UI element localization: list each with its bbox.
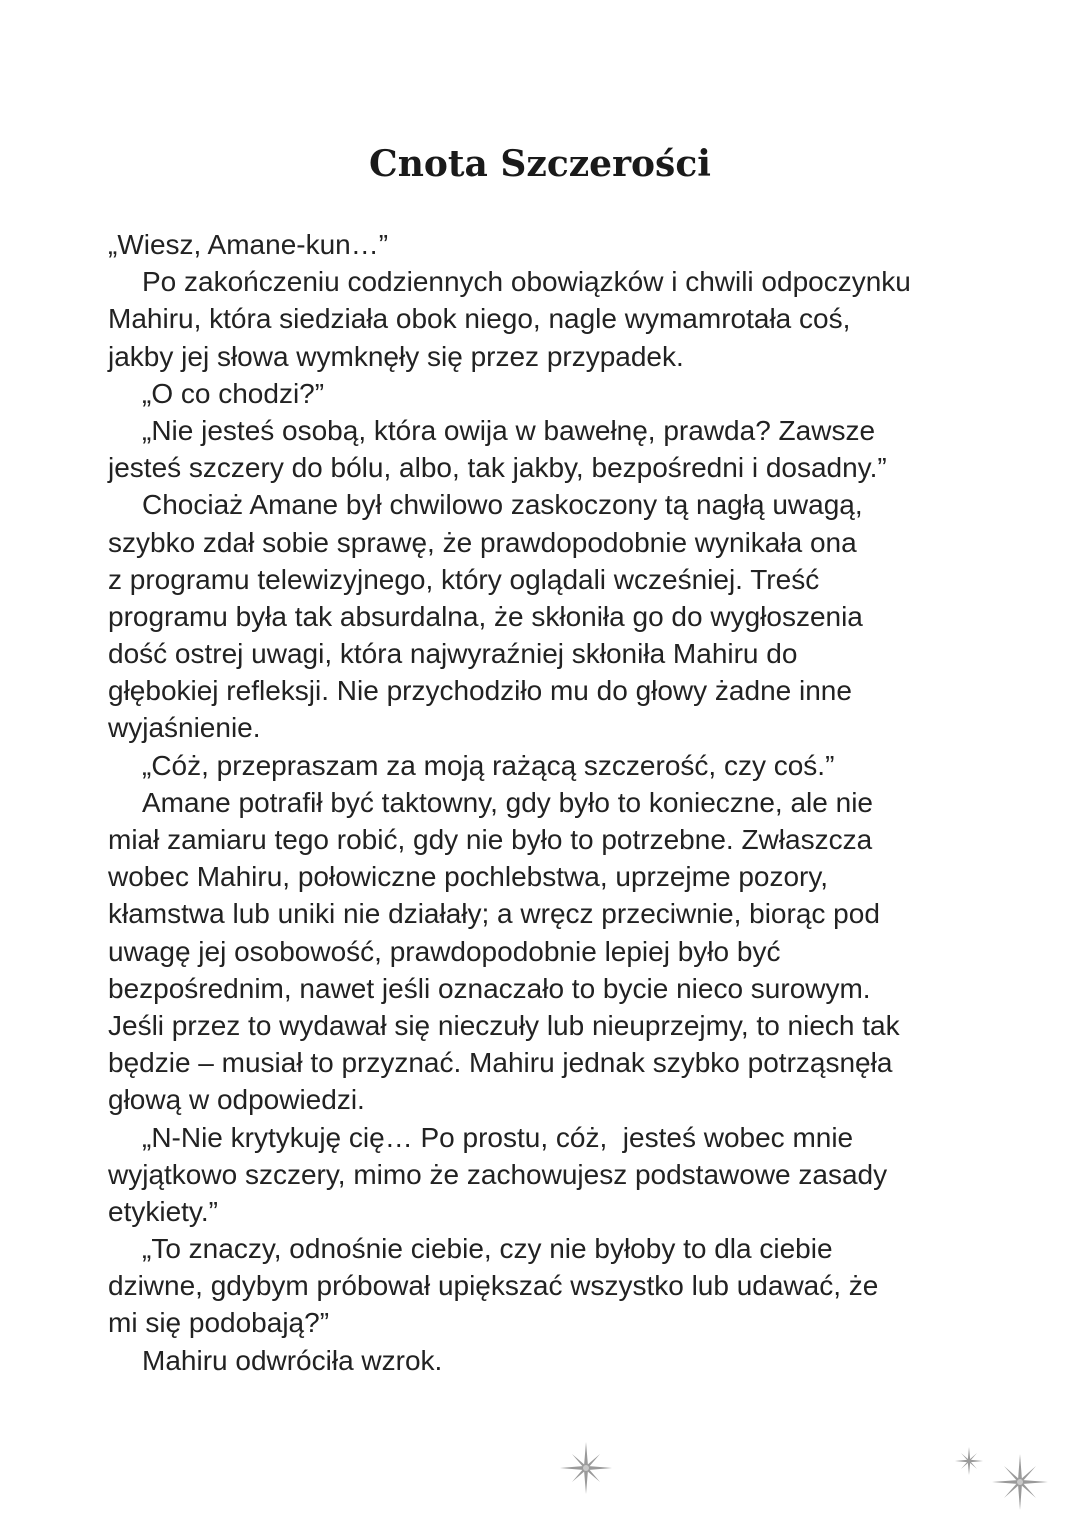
text-line: etykiety.”	[108, 1195, 218, 1227]
text-line: bezpośrednim, nawet jeśli oznaczało to bycie nieco surowym.	[108, 972, 871, 1004]
text-line: z programu telewizyjnego, który oglądali wcześniej. Treść	[108, 563, 820, 595]
text-line: Mahiru, która siedziała obok niego, nagle wymamrotała coś,	[108, 303, 851, 335]
text-line: Amane potrafił być taktowny, gdy było to konieczne, ale nie	[142, 786, 873, 818]
text-line: jesteś szczery do bólu, albo, tak jakby, bezpośredni i dosadny.”	[108, 452, 887, 484]
sparkle-icon	[954, 1446, 984, 1476]
chapter-title: Cnota Szczerości	[369, 143, 711, 185]
text-line: będzie – musiał to przyznać. Mahiru jednak szybko potrząsnęła	[108, 1047, 893, 1079]
text-line: programu była tak absurdalna, że skłoniła go do wygłoszenia	[108, 600, 863, 632]
text-line: „N-Nie krytykuję cię… Po prostu, cóż, jesteś wobec mnie	[142, 1121, 854, 1153]
text-line: „Cóż, przepraszam za moją rażącą szczerość, czy coś.”	[142, 749, 835, 781]
sparkle-icon	[990, 1452, 1050, 1512]
text-line: mi się podobają?”	[108, 1307, 330, 1339]
text-line: głębokiej refleksji. Nie przychodziło mu do głowy żadne inne	[108, 675, 852, 707]
text-line: Chociaż Amane był chwilowo zaskoczony tą nagłą uwagą,	[142, 489, 863, 521]
text-line: uwagę jej osobowość, prawdopodobnie lepiej było być	[108, 935, 781, 967]
text-line: miał zamiaru tego robić, gdy nie było to potrzebne. Zwłaszcza	[108, 824, 873, 855]
text-line: dziwne, gdybym próbował upiększać wszystko lub udawać, że	[108, 1270, 879, 1302]
text-line: „Nie jesteś osobą, która owija w bawełnę, prawda? Zawsze	[142, 414, 876, 446]
text-line: wobec Mahiru, połowiczne pochlebstwa, uprzejme pozory,	[108, 861, 829, 893]
text-line: „Wiesz, Amane-kun…”	[108, 229, 389, 260]
text-line: głową w odpowiedzi.	[108, 1084, 365, 1116]
chapter-body	[108, 226, 988, 1379]
text-line: Jeśli przez to wydawał się nieczuły lub nieuprzejmy, to niech tak	[108, 1009, 900, 1041]
text-line: jakby jej słowa wymknęły się przez przypadek.	[108, 340, 684, 372]
text-line: wyjątkowo szczery, mimo że zachowujesz podstawowe zasady	[108, 1158, 888, 1190]
text-line: „To znaczy, odnośnie ciebie, czy nie byłoby to dla ciebie	[142, 1233, 833, 1265]
text-line: „O co chodzi?”	[142, 377, 325, 409]
text-line: kłamstwa lub uniki nie działały; a wręcz przeciwnie, biorąc pod	[108, 898, 880, 930]
sparkle-icon	[558, 1440, 614, 1496]
text-line: dość ostrej uwagi, która najwyraźniej skłoniła Mahiru do	[108, 638, 798, 670]
text-line: Po zakończeniu codziennych obowiązków i chwili odpoczynku	[142, 266, 911, 298]
text-line: szybko zdał sobie sprawę, że prawdopodobnie wynikała ona	[108, 526, 857, 558]
text-line: wyjaśnienie.	[108, 712, 261, 744]
text-line: Mahiru odwróciła wzrok.	[142, 1344, 443, 1376]
